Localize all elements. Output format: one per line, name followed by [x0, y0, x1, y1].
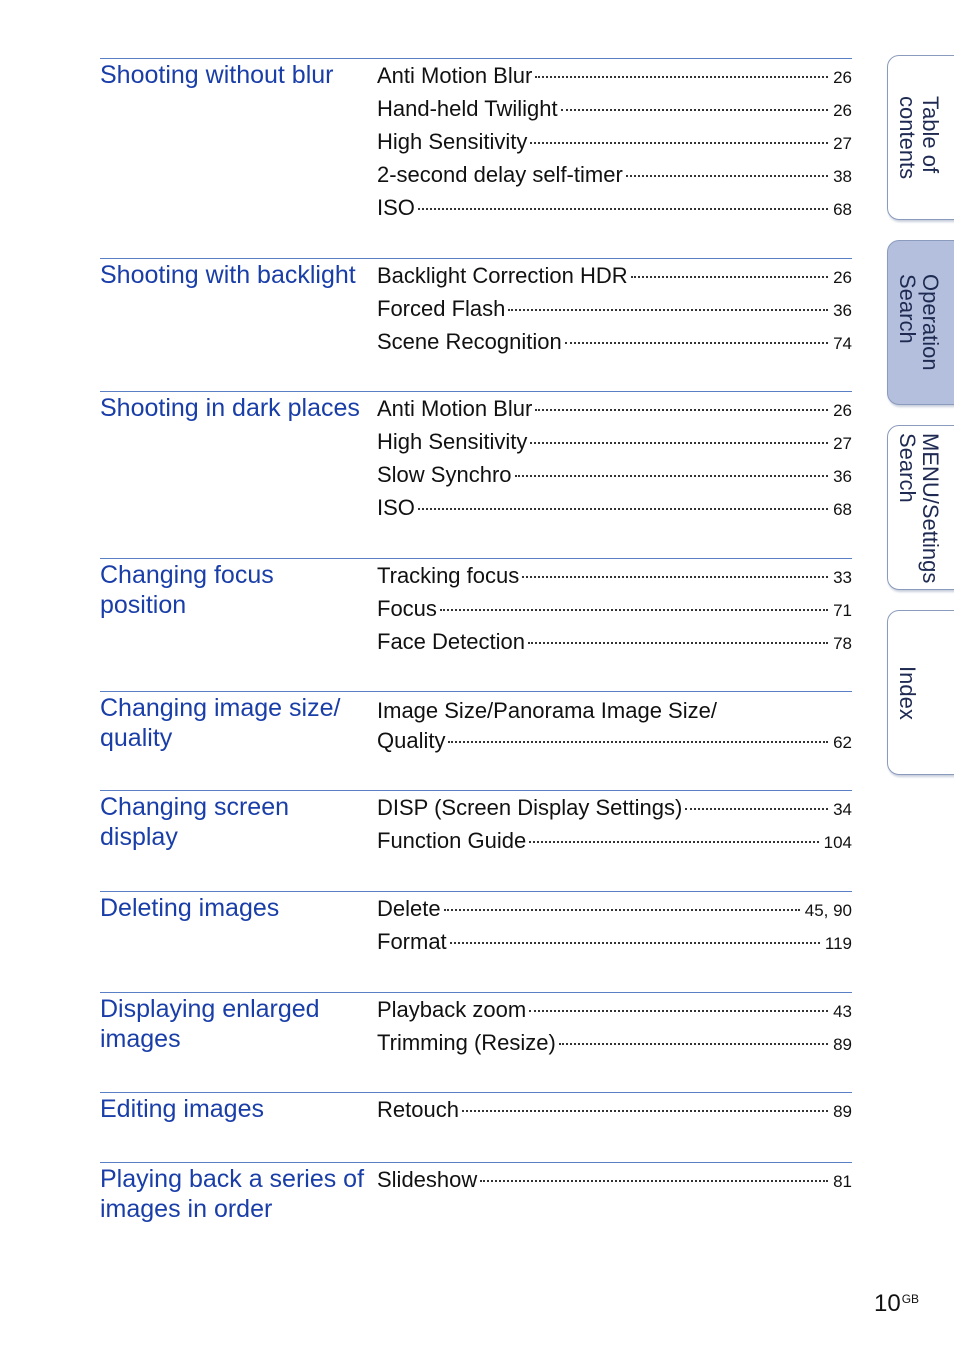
page-reference[interactable]: 38 [833, 167, 852, 186]
page-reference[interactable]: 71 [833, 601, 852, 620]
dot-leader [530, 442, 828, 444]
entry-name-line1: Image Size/Panorama Image Size/ [377, 698, 717, 723]
index-entry[interactable] [377, 1097, 852, 1130]
tab-menu-settings[interactable] [887, 425, 954, 590]
index-entry[interactable] [377, 896, 852, 929]
entry-name: ISO [377, 495, 415, 520]
entry-list [377, 563, 852, 662]
dot-leader [480, 1180, 828, 1182]
page-reference[interactable]: 119 [824, 934, 852, 953]
page-reference[interactable]: 34 [833, 800, 852, 819]
index-entry[interactable] [377, 1167, 852, 1200]
index-entry[interactable] [377, 828, 852, 861]
entry-name: 2-second delay self-timer [377, 162, 623, 187]
page-reference[interactable]: 62 [833, 733, 852, 752]
entry-list [377, 1167, 852, 1200]
tab-label: MENU/Settings Search [895, 432, 943, 583]
entry-name: High Sensitivity [377, 429, 528, 454]
entry-name: ISO [377, 195, 415, 220]
page-reference[interactable]: 45, 90 [804, 901, 852, 920]
index-entry[interactable] [377, 629, 852, 662]
topic-heading[interactable]: Shooting with backlight [100, 261, 356, 289]
tab-label: Index [895, 665, 920, 720]
topic-heading[interactable]: Changing image size/ quality [100, 694, 341, 752]
entry-list [377, 63, 852, 228]
dot-leader [631, 276, 828, 278]
index-entry[interactable] [377, 329, 852, 362]
dot-leader [450, 942, 820, 944]
page-suffix: GB [901, 1292, 920, 1306]
entry-name: Anti Motion Blur [377, 396, 533, 421]
index-entry[interactable] [377, 396, 852, 429]
index-section [100, 558, 852, 654]
entry-name: Face Detection [377, 629, 525, 654]
page-reference[interactable]: 27 [833, 134, 852, 153]
page-reference[interactable]: 26 [833, 68, 852, 87]
dot-leader [515, 475, 829, 477]
entry-name: Trimming (Resize) [377, 1030, 556, 1055]
index-entry[interactable] [377, 696, 852, 757]
dot-leader [535, 409, 828, 411]
index-section [100, 1162, 852, 1223]
index-entry[interactable] [377, 929, 852, 962]
entry-name: Delete [377, 896, 441, 921]
entry-name: Slideshow [377, 1167, 478, 1192]
dot-leader [626, 175, 828, 177]
tab-label: Operation Search [895, 274, 943, 371]
page-reference[interactable]: 33 [833, 568, 852, 587]
page-reference[interactable]: 36 [833, 467, 852, 486]
dot-leader [444, 909, 800, 911]
index-entry[interactable] [377, 563, 852, 596]
page-number: $10^{GB}$ [874, 1290, 920, 1317]
entry-name: Backlight Correction HDR [377, 263, 628, 288]
dot-leader [440, 609, 828, 611]
topic-heading[interactable]: Deleting images [100, 894, 280, 922]
entry-name: DISP (Screen Display Settings) [377, 795, 683, 820]
index-entry[interactable] [377, 462, 852, 495]
index-section [100, 992, 852, 1055]
index-section [100, 891, 852, 954]
index-section [100, 391, 852, 520]
page-reference[interactable]: 26 [833, 101, 852, 120]
index-section [100, 790, 852, 853]
entry-name: Focus [377, 596, 437, 621]
page-reference[interactable]: 26 [833, 401, 852, 420]
entry-name: Quality [377, 728, 446, 753]
dot-leader [418, 208, 828, 210]
entry-list [377, 997, 852, 1063]
dot-leader [462, 1110, 828, 1112]
tab-index[interactable] [887, 610, 954, 775]
entry-list [377, 396, 852, 528]
page-reference[interactable]: 26 [833, 268, 852, 287]
tab-table-of[interactable] [887, 55, 954, 220]
index-entry[interactable] [377, 63, 852, 96]
topic-heading[interactable]: Editing images [100, 1095, 264, 1123]
index-entry[interactable] [377, 162, 852, 195]
index-entry[interactable] [377, 296, 852, 329]
index-section [100, 1092, 852, 1123]
index-section [100, 58, 852, 220]
entry-list [377, 795, 852, 861]
dot-leader [565, 342, 828, 344]
index-section [100, 258, 852, 354]
page-reference[interactable]: 68 [833, 500, 852, 519]
dot-leader [522, 576, 828, 578]
dot-leader [529, 841, 818, 843]
entry-name: Forced Flash [377, 296, 506, 321]
dot-leader [528, 642, 828, 644]
dot-leader [535, 76, 828, 78]
dot-leader [685, 808, 828, 810]
index-entry[interactable] [377, 596, 852, 629]
dot-leader [559, 1043, 828, 1045]
dot-leader [530, 142, 828, 144]
index-entry[interactable] [377, 195, 852, 228]
index-entry[interactable] [377, 96, 852, 129]
page-reference[interactable]: 36 [833, 301, 852, 320]
page-reference[interactable]: 27 [833, 434, 852, 453]
page-reference[interactable]: 74 [833, 334, 852, 353]
entry-list [377, 896, 852, 962]
dot-leader [418, 508, 828, 510]
index-entry[interactable] [377, 795, 852, 828]
index-entry[interactable] [377, 129, 852, 162]
topic-heading[interactable]: Displaying enlarged images [100, 995, 320, 1053]
dot-leader [561, 109, 828, 111]
index-entry[interactable] [377, 495, 852, 528]
dot-leader [508, 309, 828, 311]
entry-name: Anti Motion Blur [377, 63, 533, 88]
page-reference[interactable]: 81 [833, 1172, 852, 1191]
entry-name: Playback zoom [377, 997, 527, 1022]
entry-name: Tracking focus [377, 563, 520, 588]
index-entry[interactable] [377, 1030, 852, 1063]
page-reference[interactable]: 89 [833, 1035, 852, 1054]
index-entry[interactable] [377, 429, 852, 462]
index-entry[interactable] [377, 263, 852, 296]
tab-operation[interactable] [887, 240, 954, 405]
entry-list [377, 1097, 852, 1130]
entry-name: Format [377, 929, 447, 954]
entry-name: Function Guide [377, 828, 527, 853]
topic-heading[interactable]: Shooting without blur [100, 61, 334, 89]
page-reference[interactable]: 104 [823, 833, 852, 852]
entry-name: Hand-held Twilight [377, 96, 558, 121]
index-entry[interactable] [377, 997, 852, 1030]
page-reference[interactable]: 78 [833, 634, 852, 653]
index-section [100, 691, 852, 753]
entry-name: Scene Recognition [377, 329, 562, 354]
page-reference[interactable]: 89 [833, 1102, 852, 1121]
topic-heading[interactable]: Changing focus position [100, 561, 274, 619]
entry-name: High Sensitivity [377, 129, 528, 154]
entry-name: Retouch [377, 1097, 459, 1122]
entry-list [377, 696, 852, 757]
topic-heading[interactable]: Playing back a series of images in order [100, 1165, 365, 1223]
dot-leader [529, 1010, 828, 1012]
page-reference[interactable]: 43 [833, 1002, 852, 1021]
entry-list [377, 263, 852, 362]
dot-leader [448, 741, 828, 743]
topic-heading[interactable]: Changing screen display [100, 793, 290, 851]
topic-heading[interactable]: Shooting in dark places [100, 394, 360, 422]
page-reference[interactable]: 68 [833, 200, 852, 219]
entry-name: Slow Synchro [377, 462, 512, 487]
tab-label: Table of contents [895, 96, 943, 180]
